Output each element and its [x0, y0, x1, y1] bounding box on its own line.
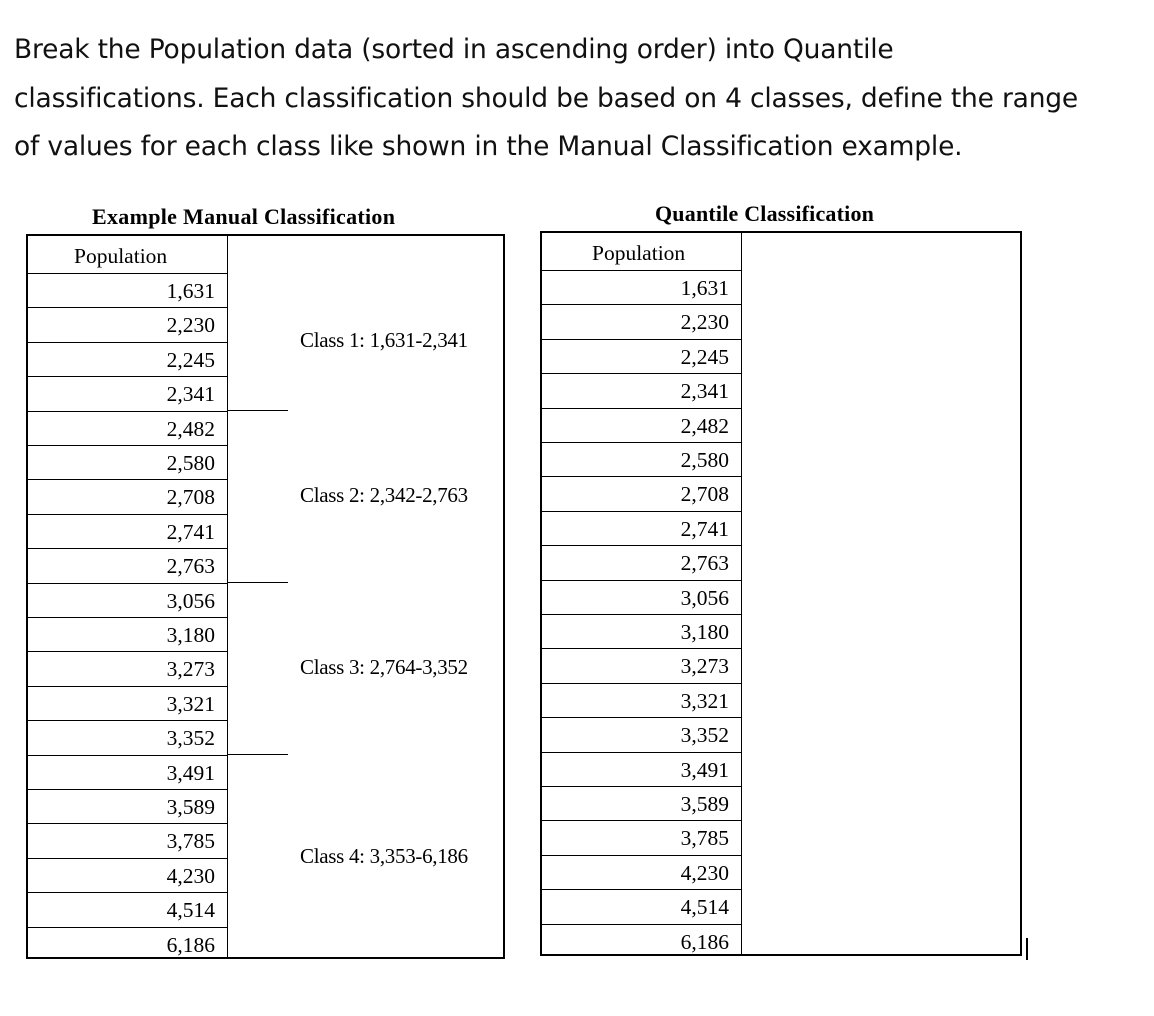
quantile-population-column	[542, 233, 742, 954]
quantile-population-cell: 6,186	[542, 924, 741, 958]
quantile-population-cell: 2,763	[542, 545, 741, 579]
manual-population-cell: 2,741	[28, 514, 227, 548]
quantile-population-cell: 3,589	[542, 786, 741, 820]
manual-population-cell: 3,273	[28, 651, 227, 685]
quantile-population-cell: 4,514	[542, 889, 741, 923]
manual-population-cell: 1,631	[28, 273, 227, 307]
quantile-population-cell: 2,230	[542, 304, 741, 338]
manual-population-cell: 3,352	[28, 720, 227, 754]
manual-population-column	[28, 236, 228, 957]
quantile-population-header: Population	[592, 241, 686, 265]
manual-population-cell: 2,341	[28, 376, 227, 410]
manual-population-cell: 3,785	[28, 823, 227, 857]
quantile-population-cell: 3,785	[542, 820, 741, 854]
quantile-classification-table	[540, 231, 1022, 956]
manual-population-cell: 4,514	[28, 892, 227, 926]
quantile-population-cell: 2,245	[542, 339, 741, 373]
manual-population-cell: 2,245	[28, 342, 227, 376]
quantile-table-title: Quantile Classification	[655, 201, 875, 226]
manual-population-cell: 3,056	[28, 583, 227, 617]
manual-population-cell: 2,580	[28, 445, 227, 479]
quantile-population-cell: 3,056	[542, 580, 741, 614]
manual-population-cell: 2,708	[28, 479, 227, 513]
manual-population-cell: 2,482	[28, 411, 227, 445]
quantile-population-cell: 3,273	[542, 648, 741, 682]
quantile-population-cell: 3,352	[542, 717, 741, 751]
class-boundary-line	[228, 582, 288, 583]
quantile-population-cell: 2,741	[542, 511, 741, 545]
quantile-population-cell: 3,321	[542, 683, 741, 717]
manual-population-cell: 2,230	[28, 307, 227, 341]
class-boundary-line	[228, 754, 288, 755]
question-prompt	[14, 26, 1144, 172]
manual-population-header: Population	[74, 244, 168, 268]
manual-population-cell: 6,186	[28, 927, 227, 961]
manual-population-cell: 3,491	[28, 755, 227, 789]
prompt-line-1: Break the Population data (sorted in ascending order) into Quantile	[14, 34, 894, 65]
quantile-population-cell: 2,341	[542, 373, 741, 407]
class-2-label: Class 2: 2,342-2,763	[300, 482, 468, 507]
class-boundary-line	[228, 410, 288, 411]
manual-population-cell: 2,763	[28, 548, 227, 582]
prompt-line-2: classifications. Each classification should be based on 4 classes, define the range	[14, 82, 1079, 114]
quantile-population-cell: 2,708	[542, 476, 741, 510]
text-cursor	[1026, 938, 1028, 960]
manual-population-cell: 4,230	[28, 858, 227, 892]
quantile-population-cell: 2,482	[542, 408, 741, 442]
class-4-label: Class 4: 3,353-6,186	[300, 843, 468, 868]
manual-population-cell: 3,589	[28, 789, 227, 823]
quantile-population-cell: 3,180	[542, 614, 741, 648]
class-1-label: Class 1: 1,631-2,341	[300, 327, 468, 352]
prompt-line-3: of values for each class like shown in the Manual Classification example.	[14, 131, 963, 162]
manual-population-cell: 3,321	[28, 686, 227, 720]
manual-classification-table	[26, 234, 505, 959]
manual-table-title: Example Manual Classification	[92, 204, 396, 229]
manual-population-cell: 3,180	[28, 617, 227, 651]
class-3-label: Class 3: 2,764-3,352	[300, 654, 468, 679]
quantile-population-cell: 3,491	[542, 752, 741, 786]
quantile-population-cell: 1,631	[542, 270, 741, 304]
quantile-population-cell: 4,230	[542, 855, 741, 889]
quantile-population-cell: 2,580	[542, 442, 741, 476]
